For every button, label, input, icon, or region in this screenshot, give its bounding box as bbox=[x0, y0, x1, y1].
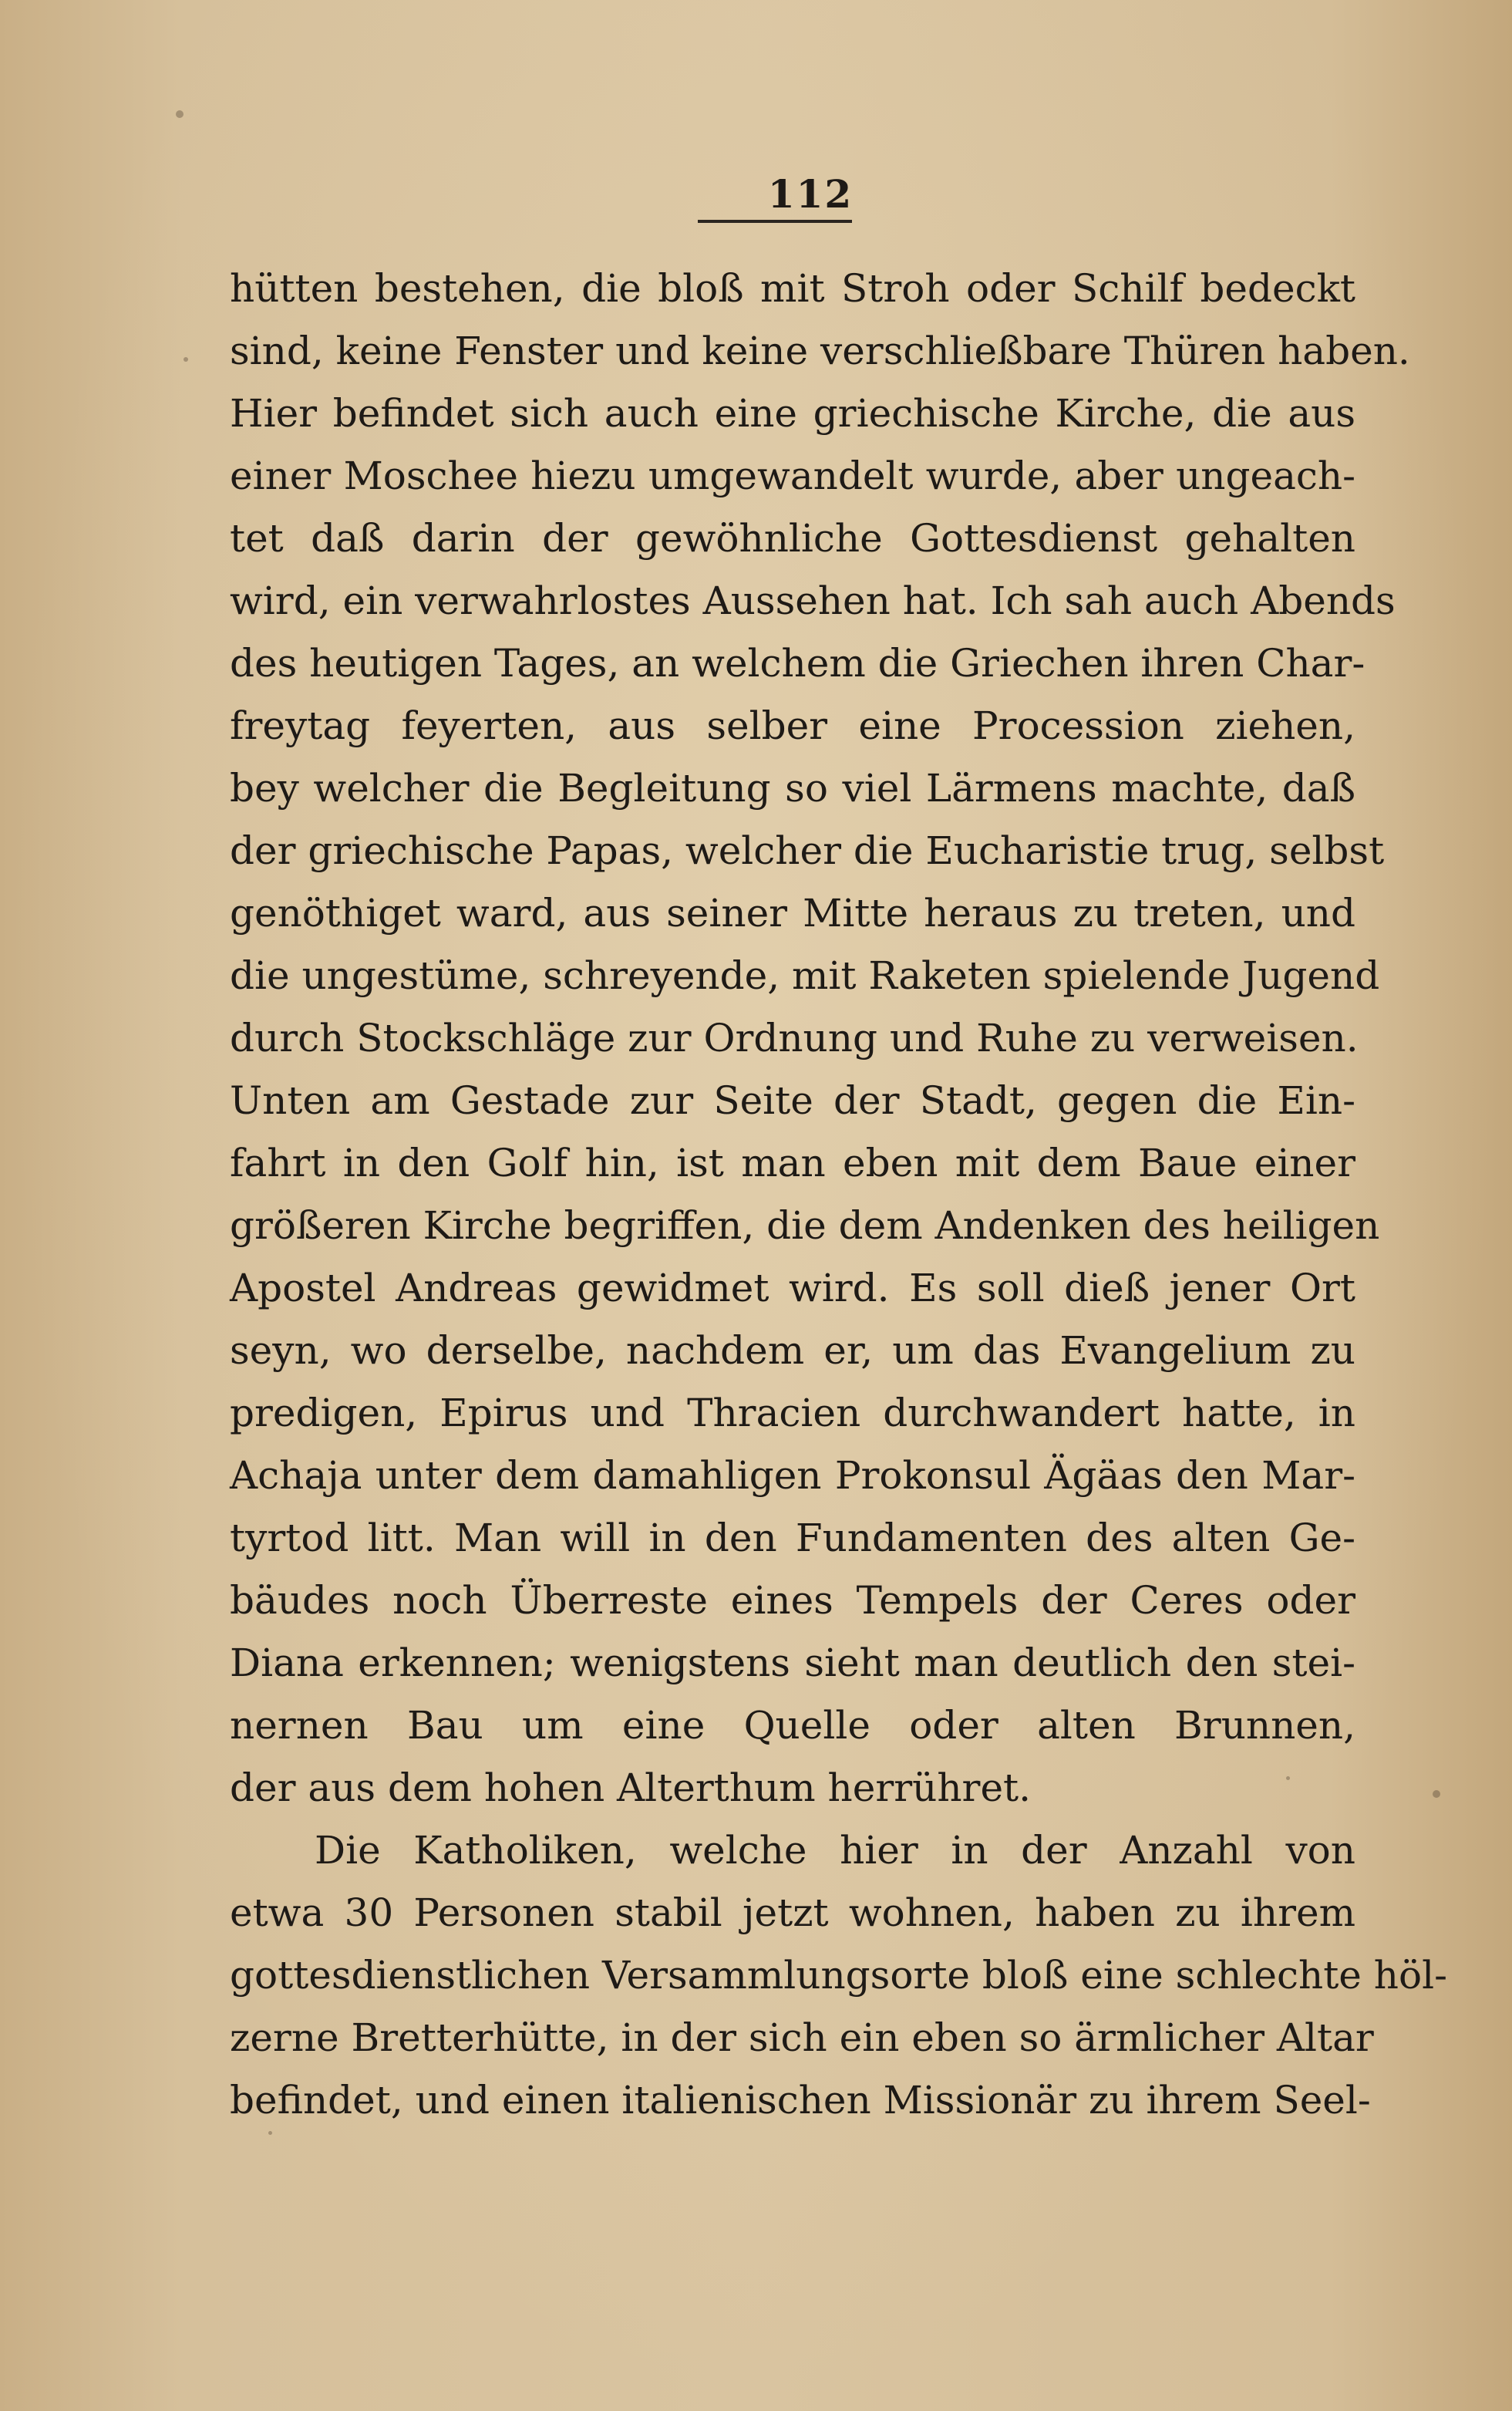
page-number-rule bbox=[698, 220, 852, 223]
text-line: seyn, wo derselbe, nachdem er, um das Evangelium zu bbox=[230, 1328, 1355, 1373]
text-line: der griechische Papas, welcher die Eucharistie trug, selbst bbox=[230, 828, 1385, 873]
text-line: genöthiget ward, aus seiner Mitte heraus zu treten, und bbox=[230, 891, 1355, 936]
text-line: der aus dem hohen Alterthum herrühret. bbox=[230, 1765, 1032, 1810]
text-line: predigen, Epirus und Thracien durchwandert hatte, in bbox=[230, 1391, 1355, 1435]
text-line: bäudes noch Überreste eines Tempels der Ceres oder bbox=[230, 1578, 1355, 1623]
text-line: Diana erkennen; wenigstens sieht man deutlich den stei- bbox=[230, 1640, 1355, 1685]
text-line: etwa 30 Personen stabil jetzt wohnen, haben zu ihrem bbox=[230, 1890, 1355, 1935]
text-line: wird, ein verwahrlostes Aussehen hat. Ich sah auch Abends bbox=[230, 578, 1396, 623]
body-text bbox=[230, 258, 1447, 2132]
text-line: Die Katholiken, welche hier in der Anzahl von bbox=[315, 1828, 1355, 1873]
paper-speck bbox=[1433, 1790, 1440, 1798]
text-line: größeren Kirche begriffen, die dem Andenken des heiligen bbox=[230, 1203, 1380, 1248]
paper-speck bbox=[1286, 1776, 1290, 1780]
text-line: sind, keine Fenster und keine verschließbare Thüren haben. bbox=[230, 329, 1410, 373]
text-line: nernen Bau um eine Quelle oder alten Brunnen, bbox=[230, 1703, 1355, 1748]
text-line: freytag feyerten, aus selber eine Procession ziehen, bbox=[230, 703, 1355, 748]
paper-speck bbox=[268, 2131, 272, 2135]
paper-speck bbox=[176, 110, 184, 118]
text-line: tet daß darin der gewöhnliche Gottesdienst gehalten bbox=[230, 516, 1355, 561]
text-line: tyrtod litt. Man will in den Fundamenten des alten Ge- bbox=[230, 1516, 1355, 1560]
text-line: Achaja unter dem damahligen Prokonsul Ägäas den Mar- bbox=[230, 1453, 1355, 1498]
text-line: Unten am Gestade zur Seite der Stadt, gegen die Ein- bbox=[230, 1078, 1355, 1123]
text-line: des heutigen Tages, an welchem die Griechen ihren Char- bbox=[230, 641, 1366, 686]
text-line: einer Moschee hiezu umgewandelt wurde, aber ungeach- bbox=[230, 454, 1355, 498]
text-line: gottesdienstlichen Versammlungsorte bloß eine schlechte höl- bbox=[230, 1953, 1447, 1998]
text-line: fahrt in den Golf hin, ist man eben mit dem Baue einer bbox=[230, 1141, 1355, 1185]
page-number: 112 bbox=[767, 171, 854, 217]
text-line: Apostel Andreas gewidmet wird. Es soll dieß jener Ort bbox=[230, 1266, 1355, 1310]
text-line: die ungestüme, schreyende, mit Raketen spielende Jugend bbox=[230, 953, 1380, 998]
text-line: befindet, und einen italienischen Missionär zu ihrem Seel- bbox=[230, 2078, 1371, 2123]
text-line: bey welcher die Begleitung so viel Lärmens machte, daß bbox=[230, 766, 1355, 811]
text-line: durch Stockschläge zur Ordnung und Ruhe zu verweisen. bbox=[230, 1016, 1359, 1061]
text-line: zerne Bretterhütte, in der sich ein eben so ärmlicher Altar bbox=[230, 2015, 1374, 2060]
paper-speck bbox=[184, 357, 188, 362]
text-line: hütten bestehen, die bloß mit Stroh oder Schilf bedeckt bbox=[230, 266, 1355, 311]
text-line: Hier befindet sich auch eine griechische Kirche, die aus bbox=[230, 391, 1355, 436]
